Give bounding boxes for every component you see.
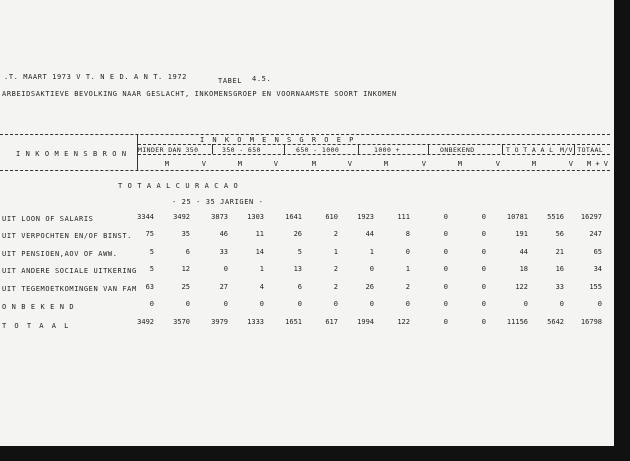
- cell: 0: [405, 300, 410, 308]
- cell: 14: [255, 248, 264, 256]
- cell: 16798: [580, 318, 602, 326]
- cell: 2: [405, 283, 410, 291]
- cell: 0: [369, 265, 374, 273]
- sub-header: M + V: [586, 160, 608, 168]
- cell: 4: [259, 283, 264, 291]
- sub-header: V: [421, 160, 426, 168]
- cell: 3492: [137, 318, 154, 326]
- cell: 0: [597, 300, 602, 308]
- cell: 0: [523, 300, 528, 308]
- cell: 34: [593, 265, 602, 273]
- group-header: 350 - 650: [222, 146, 261, 154]
- cell: 1303: [247, 213, 264, 221]
- header-top-rule: [0, 134, 610, 135]
- cell: 26: [293, 230, 302, 238]
- cell: 75: [145, 230, 154, 238]
- group-header: 650 - 1000: [296, 146, 340, 154]
- scan-border-bottom: [0, 446, 630, 461]
- cell: 1923: [357, 213, 374, 221]
- cell: 6: [185, 248, 190, 256]
- row-label: UIT LOON OF SALARIS: [2, 215, 94, 223]
- group-header: M/V TOTAAL: [560, 146, 604, 154]
- cell: 0: [443, 230, 448, 238]
- table-label: TABEL: [218, 77, 243, 85]
- cell: 247: [589, 230, 602, 238]
- cell: 11: [255, 230, 264, 238]
- cell: 122: [515, 283, 528, 291]
- cell: 16: [555, 265, 564, 273]
- title-line: .T. MAART 1973 V T. N E D. A N T. 1972: [4, 73, 187, 81]
- cell: 1333: [247, 318, 264, 326]
- header-divider: [358, 144, 359, 154]
- section-title: T O T A A L C U R A C A O: [118, 182, 239, 190]
- cell: 3570: [173, 318, 190, 326]
- sub-header: M: [457, 160, 462, 168]
- sub-header: M: [531, 160, 536, 168]
- cell: 3492: [173, 213, 190, 221]
- row-label: T O T A A L: [2, 322, 71, 330]
- cell: 2: [333, 265, 338, 273]
- cell: 1: [405, 265, 410, 273]
- cell: 44: [519, 248, 528, 256]
- cell: 12: [181, 265, 190, 273]
- cell: 2: [333, 283, 338, 291]
- header-divider: [284, 144, 285, 154]
- row-label: UIT VERPOCHTEN EN/OF BINST.: [2, 232, 132, 240]
- cell: 35: [181, 230, 190, 238]
- cell: 0: [333, 300, 338, 308]
- cell: 617: [325, 318, 338, 326]
- table-number: 4.5.: [252, 75, 272, 83]
- header-sub-rule: [138, 154, 610, 155]
- cell: 0: [443, 283, 448, 291]
- cell: 155: [589, 283, 602, 291]
- cell: 0: [481, 300, 486, 308]
- cell: 1: [369, 248, 374, 256]
- cell: 6: [297, 283, 302, 291]
- cell: 0: [185, 300, 190, 308]
- cell: 21: [555, 248, 564, 256]
- sub-header: M: [237, 160, 242, 168]
- cell: 1: [259, 265, 264, 273]
- header-group-rule: [138, 144, 610, 145]
- cell: 0: [443, 300, 448, 308]
- sub-header: M: [311, 160, 316, 168]
- header-divider: [502, 144, 503, 154]
- group-header: MINDER DAN 350: [138, 146, 199, 154]
- cell: 0: [297, 300, 302, 308]
- cell: 5: [297, 248, 302, 256]
- cell: 1994: [357, 318, 374, 326]
- group-header: 1000 +: [374, 146, 400, 154]
- sub-header: M: [164, 160, 169, 168]
- header-divider: [428, 144, 429, 154]
- cell: 3873: [211, 213, 228, 221]
- cell: 0: [559, 300, 564, 308]
- cell: 122: [397, 318, 410, 326]
- group-title: I N K O M E N S G R O E P: [200, 136, 356, 144]
- cell: 3344: [137, 213, 154, 221]
- sub-header: V: [273, 160, 278, 168]
- row-label: O N B E K E N D: [2, 303, 75, 311]
- cell: 0: [481, 230, 486, 238]
- table-subtitle: ARBEIDSAKTIEVE BEVOLKING NAAR GESLACHT, INKOMENSGROEP EN VOORNAAMSTE SOORT INKOMEN: [2, 90, 397, 98]
- cell: 25: [181, 283, 190, 291]
- sub-header: V: [568, 160, 573, 168]
- cell: 0: [443, 318, 448, 326]
- group-header: T O T A A L: [506, 146, 554, 154]
- cell: 11156: [506, 318, 528, 326]
- cell: 56: [555, 230, 564, 238]
- cell: 18: [519, 265, 528, 273]
- cell: 0: [481, 213, 486, 221]
- sub-header: V: [201, 160, 206, 168]
- header-divider: [212, 144, 213, 154]
- cell: 0: [443, 265, 448, 273]
- cell: 26: [365, 283, 374, 291]
- cell: 0: [223, 300, 228, 308]
- cell: 5: [149, 265, 154, 273]
- cell: 0: [149, 300, 154, 308]
- cell: 1: [333, 248, 338, 256]
- cell: 27: [219, 283, 228, 291]
- cell: 0: [259, 300, 264, 308]
- row-label: UIT PENSIOEN,AOV OF AWW.: [2, 250, 118, 258]
- cell: 5516: [547, 213, 564, 221]
- cell: 46: [219, 230, 228, 238]
- cell: 65: [593, 248, 602, 256]
- cell: 0: [481, 283, 486, 291]
- row-label: UIT ANDERE SOCIALE UITKERING: [2, 267, 137, 275]
- cell: 0: [443, 248, 448, 256]
- cell: 33: [219, 248, 228, 256]
- cell: 1641: [285, 213, 302, 221]
- cell: 8: [405, 230, 410, 238]
- cell: 0: [405, 248, 410, 256]
- header-bottom-rule: [0, 170, 610, 171]
- cell: 2: [333, 230, 338, 238]
- cell: 13: [293, 265, 302, 273]
- cell: 0: [223, 265, 228, 273]
- cell: 0: [481, 265, 486, 273]
- cell: 63: [145, 283, 154, 291]
- cell: 10781: [506, 213, 528, 221]
- age-group: - 25 - 35 JARIGEN -: [172, 198, 264, 206]
- cell: 16297: [580, 213, 602, 221]
- cell: 33: [555, 283, 564, 291]
- cell: 0: [481, 318, 486, 326]
- cell: 0: [481, 248, 486, 256]
- cell: 44: [365, 230, 374, 238]
- scan-border-right: [614, 0, 630, 461]
- sub-header: V: [347, 160, 352, 168]
- cell: 191: [515, 230, 528, 238]
- cell: 1651: [285, 318, 302, 326]
- cell: 5: [149, 248, 154, 256]
- group-header: ONBEKEND: [440, 146, 475, 154]
- cell: 111: [397, 213, 410, 221]
- cell: 5642: [547, 318, 564, 326]
- sub-header: M: [383, 160, 388, 168]
- cell: 610: [325, 213, 338, 221]
- row-label-header: I N K O M E N S B R O N: [16, 150, 127, 158]
- row-label: UIT TEGEMOETKOMINGEN VAN FAM: [2, 285, 137, 293]
- cell: 0: [443, 213, 448, 221]
- cell: 3979: [211, 318, 228, 326]
- sub-header: V: [495, 160, 500, 168]
- cell: 0: [369, 300, 374, 308]
